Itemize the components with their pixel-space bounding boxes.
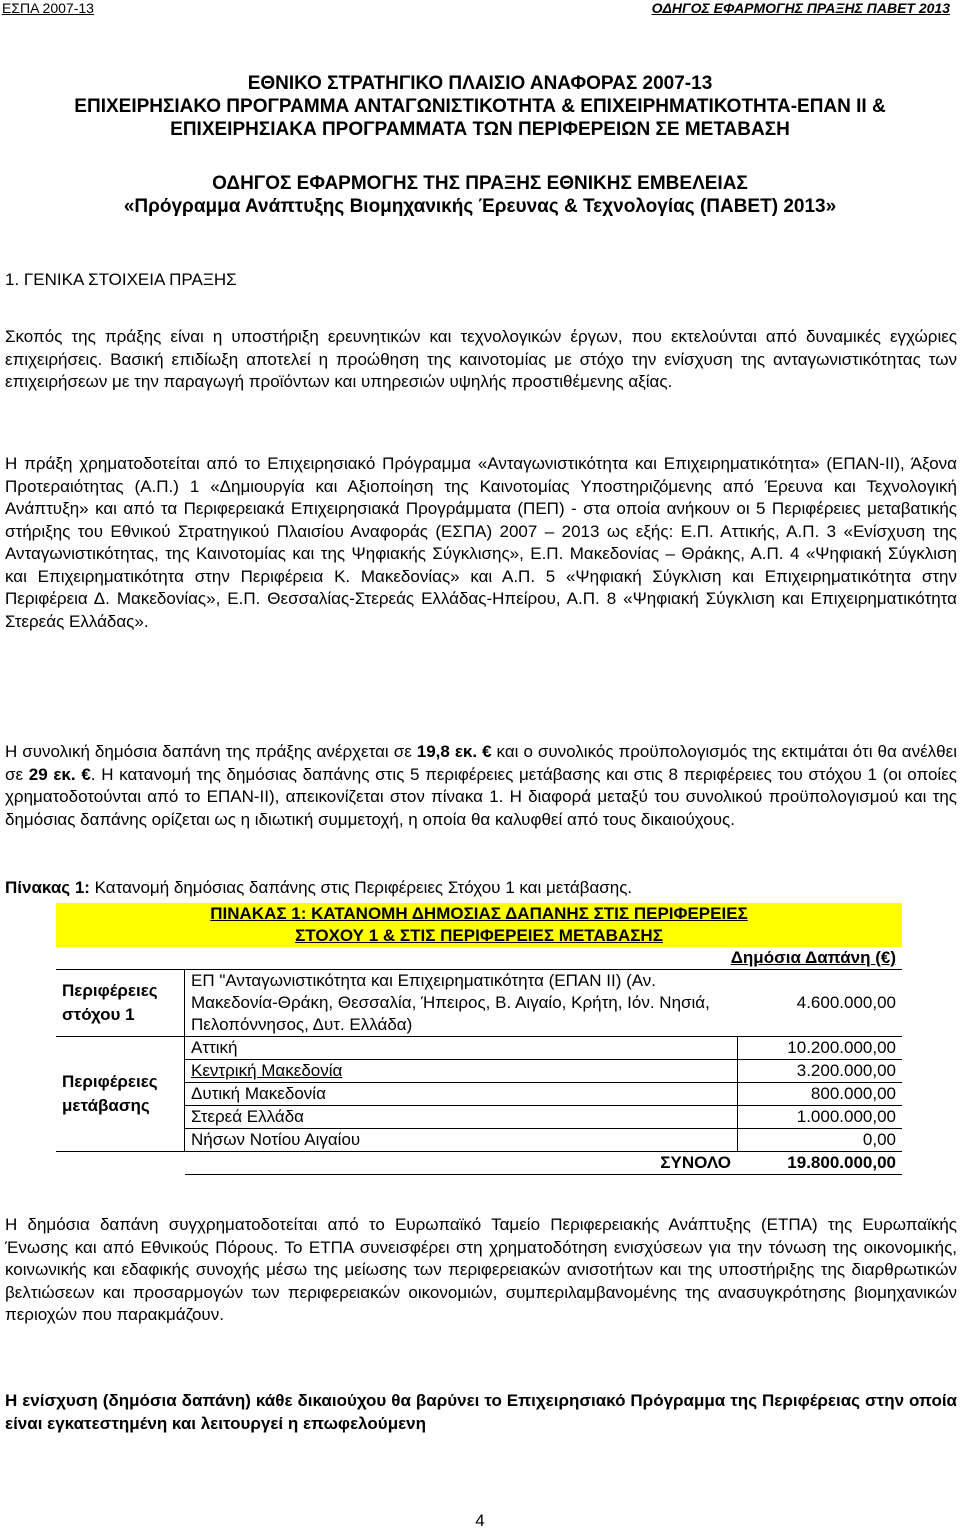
total-amount: 19.800.000,00 — [737, 1152, 902, 1175]
document-titles — [0, 72, 960, 141]
table-title-row — [56, 903, 902, 947]
document-subtitles — [0, 172, 960, 218]
table-caption-label: Πίνακας 1: — [5, 878, 90, 897]
table-title: ΠΙΝΑΚΑΣ 1: ΚΑΤΑΝΟΜΗ ΔΗΜΟΣΙΑΣ ΔΑΠΑΝΗΣ ΣΤΙΣ ΠΕΡΙΦΕΡΕΙΕΣ ΣΤΟΧΟΥ 1 & ΣΤΙΣ ΠΕΡΙΦΕΡΕΙΕΣ ΜΕΤΑΒΑΣΗΣ — [56, 903, 902, 947]
section2-paragraph-1: Η δημόσια δαπάνη συγχρηματοδοτείται από το Ευρωπαϊκό Ταμείο Περιφερειακής Ανάπτυξης (ΕΤΠΑ) της Ευρωπαϊκής Ένωσης και από Εθνικούς Πόρους. Το ΕΤΠΑ συνεισφέρει στη χρηματοδότηση ενισχύσεων για την τόνωση της οικονομικής, κοινωνικής και εδαφικής συνοχής μέσω της μείωσης των περιφερειακών ανισοτήτων και της υποστήριξης της διαρθρωτικών βελτιώσεων και προσαρμογών των περιφερειακών οικονομιών, συμπεριλαμβανομένης της ανασυγκρότησης βιομηχανικών περιοχών που παρακμάζουν. — [5, 1215, 957, 1324]
title-line-3: ΕΠΙΧΕΙΡΗΣΙΑΚΑ ΠΡΟΓΡΑΜΜΑΤΑ ΤΩΝ ΠΕΡΙΦΕΡΕΙΩΝ ΣΕ ΜΕΤΑΒΑΣΗ — [170, 119, 790, 140]
total-budget-amount: 29 εκ. € — [28, 764, 91, 784]
header-left: ΕΣΠΑ 2007-13 — [2, 0, 94, 16]
region-cell: Κεντρική Μακεδονία — [185, 1060, 738, 1083]
p3-text-a: Η συνολική δημόσια δαπάνη της πράξης ανέρχεται σε — [5, 742, 417, 761]
amount-cell: 10.200.000,00 — [737, 1037, 902, 1060]
table-header-row — [56, 947, 902, 970]
title-line-2: ΕΠΙΧΕΙΡΗΣΙΑΚΟ ΠΡΟΓΡΑΜΜΑ ΑΝΤΑΓΩΝΙΣΤΙΚΟΤΗΤΑ & ΕΠΙΧΕΙΡΗΜΑΤΙΚΟΤΗΤΑ-ΕΠΑΝ ΙΙ & — [74, 96, 886, 117]
amount-header: Δημόσια Δαπάνη (€) — [730, 948, 896, 967]
title-line-1: ΕΘΝΙΚΟ ΣΤΡΑΤΗΓΙΚΟ ΠΛΑΙΣΙΟ ΑΝΑΦΟΡΑΣ 2007-13 — [247, 73, 713, 94]
header-right: ΟΔΗΓΟΣ ΕΦΑΡΜΟΓΗΣ ΠΡΑΞΗΣ ΠΑΒΕΤ 2013 — [651, 0, 950, 16]
section2-paragraph-2: Η ενίσχυση (δημόσια δαπάνη) κάθε δικαιούχου θα βαρύνει το Επιχειρησιακό Πρόγραμμα της Περιφέρειας στην οποία είναι εγκατεστημένη και λειτουργεί η επωφελούμενη — [5, 1391, 957, 1433]
amount-cell: 800.000,00 — [737, 1083, 902, 1106]
allocation-table — [56, 903, 902, 1175]
table-row — [56, 1037, 902, 1060]
page-number: 4 — [475, 1511, 485, 1530]
p3-text-c: και ο συνολικός προϋπολογισμός της εκτιμάται ότι θα ανέλθει σε — [5, 742, 957, 784]
total-label: ΣΥΝΟΛΟ — [185, 1152, 738, 1175]
region-cell: Νήσων Νοτίου Αιγαίου — [185, 1129, 738, 1152]
title-line-5: «Πρόγραμμα Ανάπτυξης Βιομηχανικής Έρευνας & Τεχνολογίας (ΠΑΒΕΤ) 2013» — [123, 196, 837, 217]
section-heading: 1. ΓΕΝΙΚΑ ΣΤΟΙΧΕΙΑ ΠΡΑΞΗΣ — [5, 270, 237, 289]
group1-label: Περιφέρειες στόχου 1 — [56, 970, 185, 1037]
page-header — [0, 0, 960, 20]
group1-program: ΕΠ "Ανταγωνιστικότητα και Επιχειρηματικότητα (ΕΠΑΝ ΙΙ) (Αν. Μακεδονία-Θράκη, Θεσσαλία, Ήπειρος, Β. Αιγαίο, Κρήτη, Ιόν. Νησιά, Πελοπόννησος, Δυτ. Ελλάδα) — [185, 970, 738, 1037]
p3-text-e: . Η κατανομή της δημόσιας δαπάνης στις 5 περιφέρειες μετάβασης και στις 8 περιφέρειες του στόχου 1 (οι οποίες χρηματοδοτούνται από το ΕΠΑΝ-ΙΙ), απεικονίζεται στον πίνακα 1. Η διαφορά μεταξύ του συνολικού προϋπολογισμού και της δημόσιας δαπάνης ορίζεται ως η ιδιωτική συμμετοχή, η οποία θα καλυφθεί από τους δικαιούχους. — [5, 764, 957, 829]
public-expenditure-amount: 19,8 εκ. € — [416, 742, 492, 761]
amount-cell: 1.000.000,00 — [737, 1106, 902, 1129]
table-total-row — [56, 1152, 902, 1175]
table-caption-text: Κατανομή δημόσιας δαπάνης στις Περιφέρειες Στόχου 1 και μετάβασης. — [89, 878, 633, 897]
group2-label: Περιφέρειες μετάβασης — [56, 1037, 185, 1152]
table-row — [56, 970, 902, 1037]
region-cell: Αττική — [185, 1037, 738, 1060]
title-line-4: ΟΔΗΓΟΣ ΕΦΑΡΜΟΓΗΣ ΤΗΣ ΠΡΑΞΗΣ ΕΘΝΙΚΗΣ ΕΜΒΕΛΕΙΑΣ — [212, 173, 748, 194]
table-caption — [5, 878, 632, 898]
section1-paragraph-3 — [5, 741, 957, 831]
section1-paragraph-1: Σκοπός της πράξης είναι η υποστήριξη ερευνητικών και τεχνολογικών έργων, που εκτελούνται από δυναμικές εγχώριες επιχειρήσεις. Βασική επιδίωξη αποτελεί η προώθηση της καινοτομίας με στόχο την ενίσχυση της ανταγωνιστικότητας των επιχειρήσεων με την παραγωγή προϊόντων και υπηρεσιών υψηλής προστιθέμενης αξίας. — [5, 327, 957, 391]
group1-amount: 4.600.000,00 — [737, 970, 902, 1037]
region-cell: Δυτική Μακεδονία — [185, 1083, 738, 1106]
amount-cell: 0,00 — [737, 1129, 902, 1152]
region-cell: Στερεά Ελλάδα — [185, 1106, 738, 1129]
section1-paragraph-2: Η πράξη χρηματοδοτείται από το Επιχειρησιακό Πρόγραμμα «Ανταγωνιστικότητα και Επιχειρηματικότητα» (ΕΠΑΝ-ΙΙ), Άξονα Προτεραιότητας (Α.Π.) 1 «Δημιουργία και Αξιοποίηση της Καινοτομίας Υποστηριζόμενης από Έρευνα και Τεχνολογική Ανάπτυξη» και από τα Περιφερειακά Επιχειρησιακά Προγράμματα (ΠΕΠ) - στα οποία ανήκουν οι 5 Περιφέρειες μεταβατικής στήριξης του Εθνικού Στρατηγικού Πλαισίου Αναφοράς (ΕΣΠΑ) 2007 – 2013 ως εξής: Ε.Π. Αττικής, Α.Π. 3 «Ενίσχυση της Ανταγωνιστικότητας, της Καινοτομίας και της Ψηφιακής Σύγκλισης», Ε.Π. Μακεδονίας – Θράκης, Α.Π. 4 «Ψηφιακή Σύγκλιση και Επιχειρηματικότητα στην Περιφέρεια Κ. Μακεδονίας» και Α.Π. 5 «Ψηφιακή Σύγκλιση και Επιχειρηματικότητα στην Περιφέρεια Δ. Μακεδονίας», Ε.Π. Θεσσαλίας-Στερεάς Ελλάδας-Ηπείρου, Α.Π. 8 «Ψηφιακή Σύγκλιση και Επιχειρηματικότητα Στερεάς Ελλάδας». — [5, 454, 957, 631]
amount-cell: 3.200.000,00 — [737, 1060, 902, 1083]
